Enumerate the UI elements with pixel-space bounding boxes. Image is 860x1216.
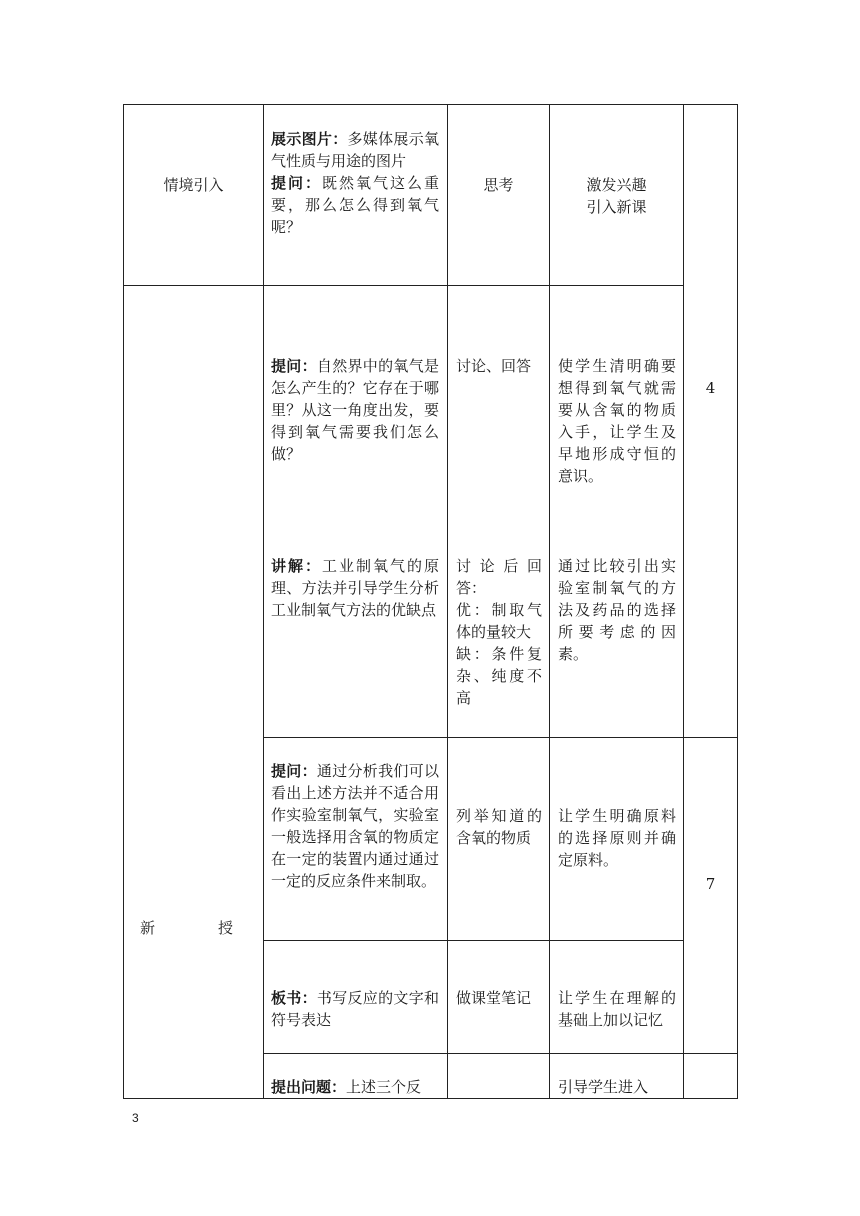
design-intent-cell: 激发兴趣 引入新课 — [586, 176, 647, 216]
teacher-activity-cell: 提问：通过分析我们可以看出上述方法并不适合用作实验室制氧气，实验室一般选择用含氧的物质定在一定的装置内通过通过一定的反应条件来制取。 — [271, 762, 439, 890]
design-intent-cell: 通过比较引出实验室制氧气的方法及药品的选择所要考虑的因素。 — [558, 557, 676, 663]
time-minutes-cell: 4 — [705, 379, 716, 397]
time-minutes-cell: 7 — [705, 875, 716, 893]
design-intent-cell: 让学生明确原料的选择原则并确定原料。 — [558, 807, 676, 869]
student-activity-cell: 做课堂笔记 — [456, 989, 532, 1007]
page-number: 3 — [132, 1111, 139, 1125]
stage-cell-new-teaching: 新 授 — [140, 919, 234, 937]
teacher-activity-cell: 板书：书写反应的文字和符号表达 — [271, 989, 439, 1029]
student-activity-cell: 讨论后回答： 优：制取气体的量较大 缺：条件复杂、纯度不高 — [456, 557, 542, 707]
design-intent-cell: 使学生清明确要想得到氧气就需要从含氧的物质入手，让学生及早地形成守恒的意识。 — [558, 357, 676, 485]
stage-cell-intro: 情境引入 — [163, 176, 224, 194]
teacher-activity-cell: 讲解：工业制氧气的原理、方法并引导学生分析工业制氧气方法的优缺点 — [271, 557, 439, 619]
teacher-activity-cell: 提问：自然界中的氧气是怎么产生的？它存在于哪里？从这一角度出发，要得到氧气需要我们怎么做？ — [271, 357, 439, 463]
design-intent-cell: 让学生在理解的基础上加以记忆 — [558, 989, 676, 1029]
student-activity-cell: 列举知道的含氧的物质 — [456, 807, 542, 847]
student-activity-cell: 思考 — [483, 176, 514, 194]
teacher-activity-cell: 展示图片：多媒体展示氧气性质与用途的图片 提问：既然氧气这么重要，那么怎么得到氧气呢？ — [271, 130, 439, 236]
design-intent-cell: 引导学生进入 — [558, 1078, 649, 1096]
student-activity-cell: 讨论、回答 — [456, 357, 532, 375]
teacher-activity-cell: 提出问题：上述三个反 — [271, 1078, 422, 1096]
